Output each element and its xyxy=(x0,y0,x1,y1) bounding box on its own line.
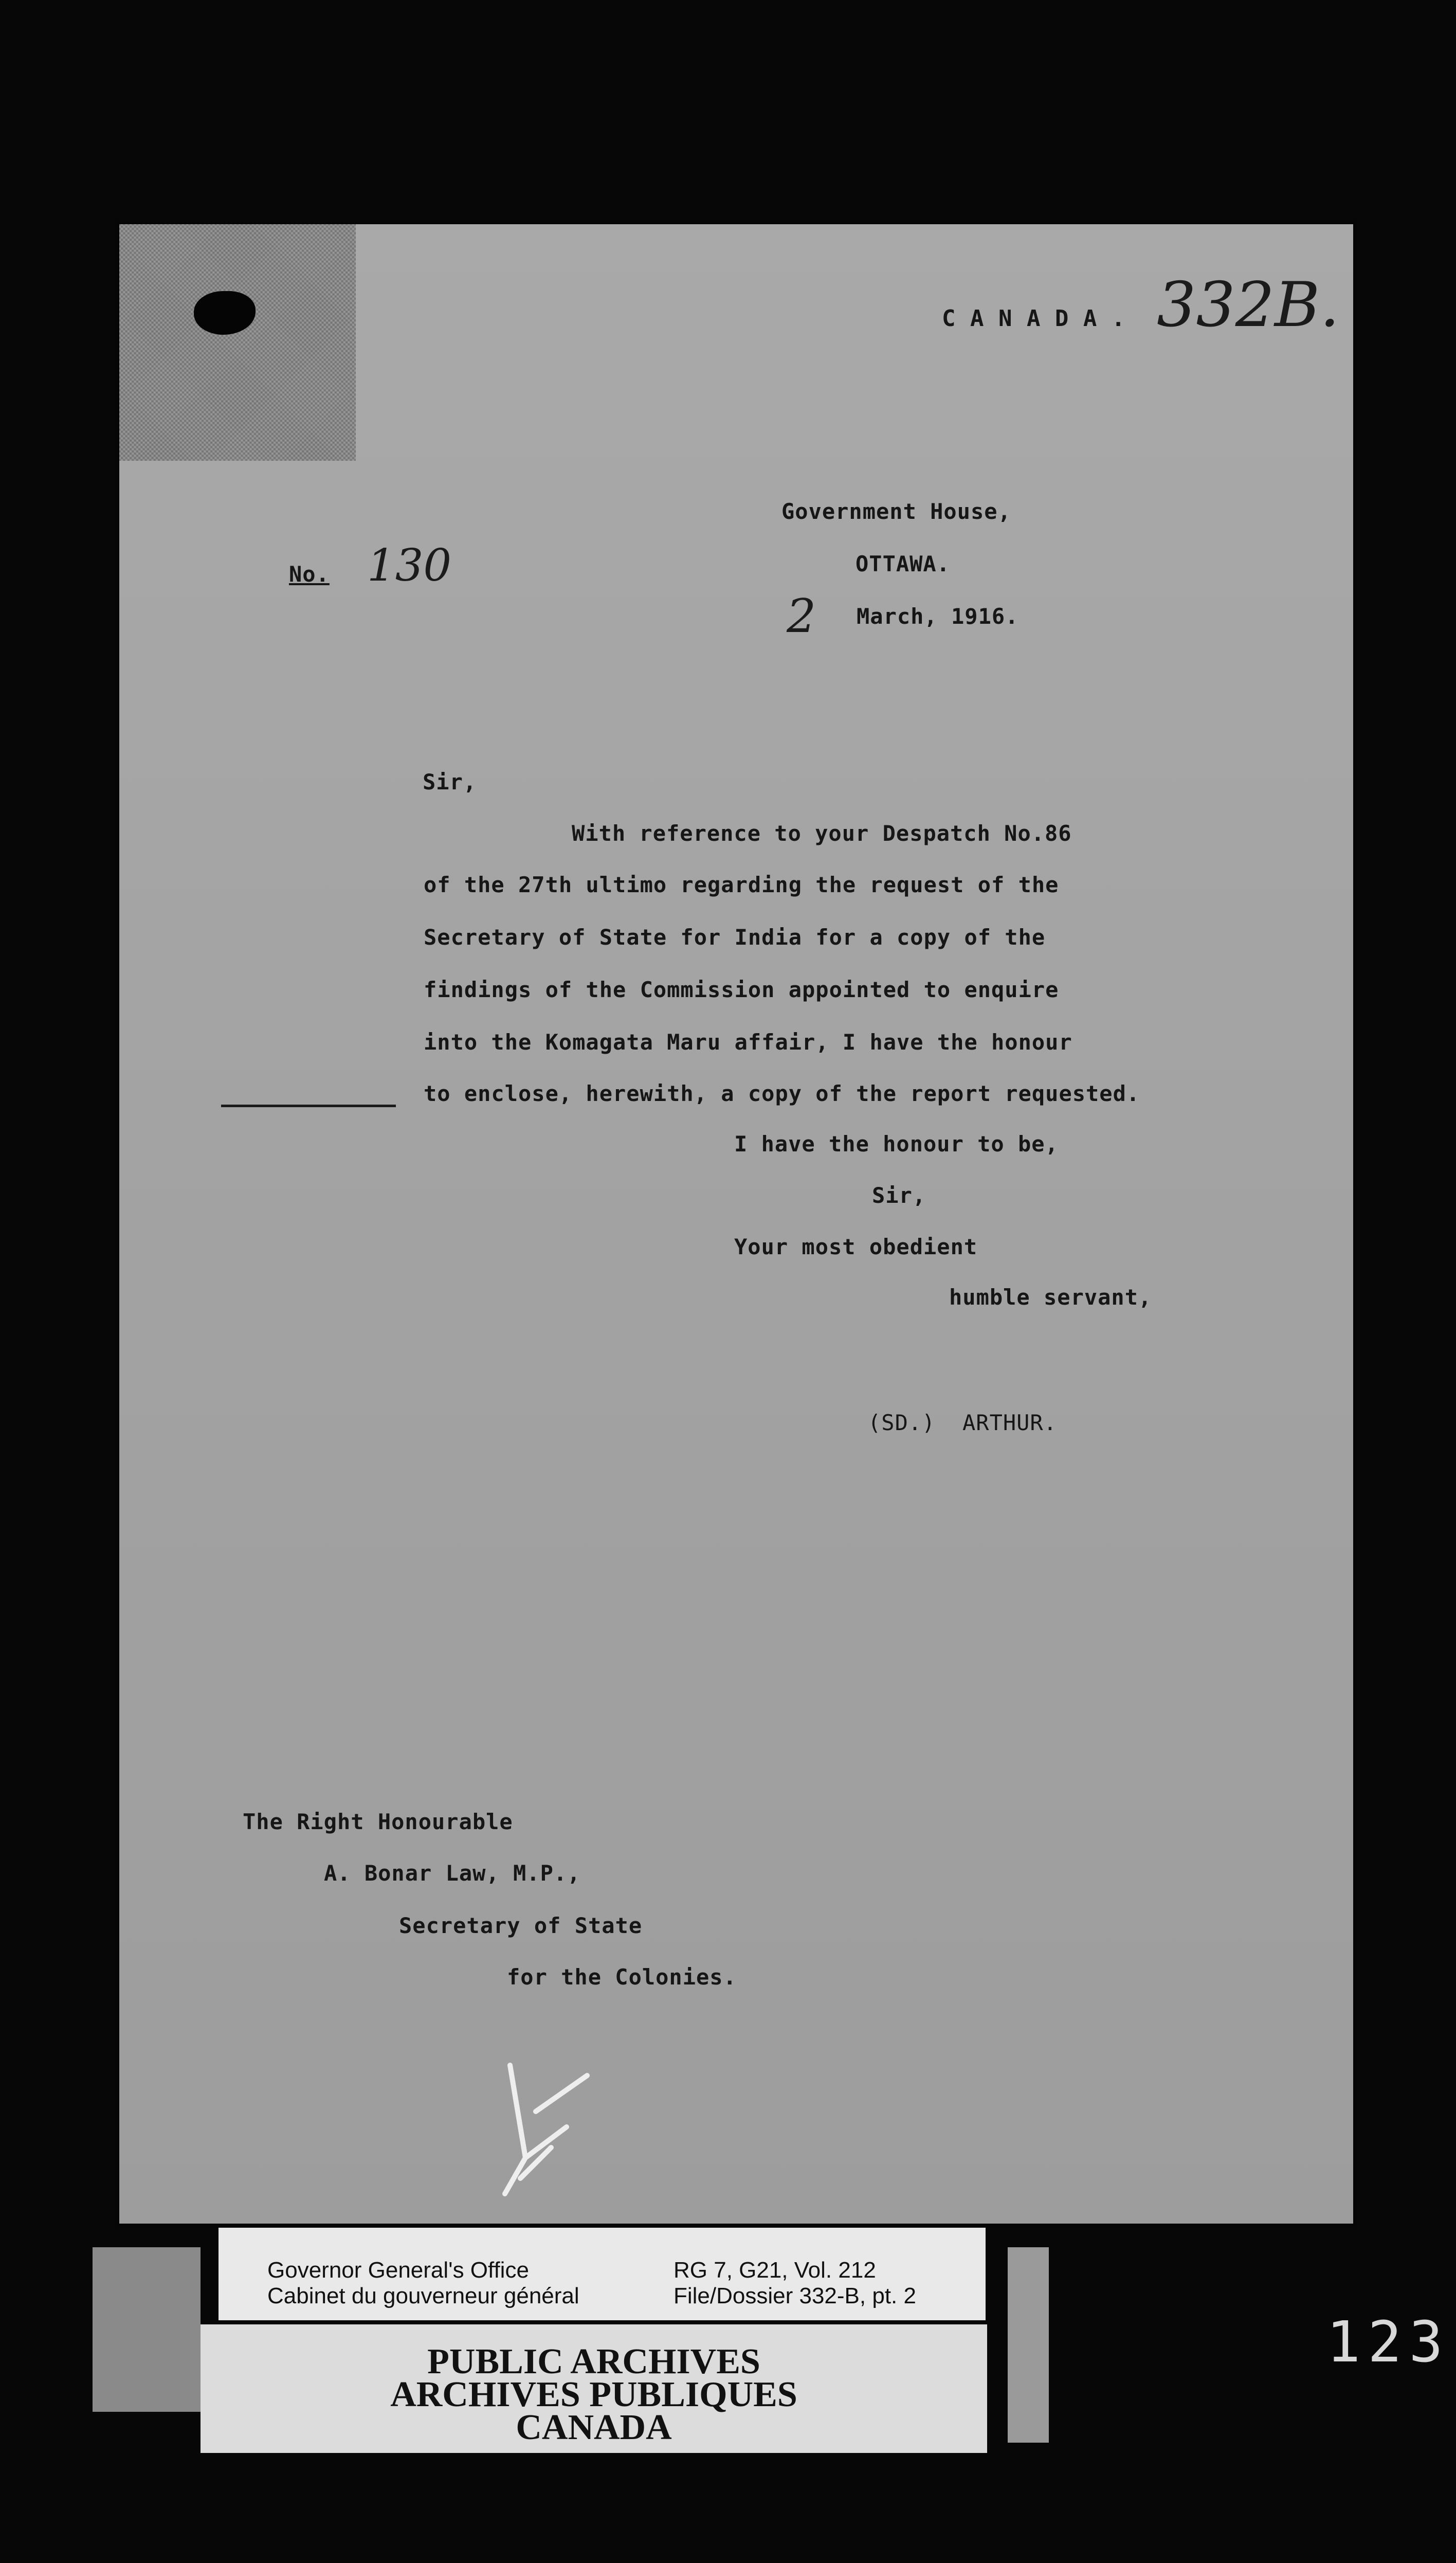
recipient-line-1: The Right Honourable xyxy=(243,1809,513,1834)
body-line-2: of the 27th ultimo regarding the request of the xyxy=(424,872,1059,897)
closing-line-1: I have the honour to be, xyxy=(734,1131,1059,1157)
recipient-line-4: for the Colonies. xyxy=(507,1964,737,1990)
letter-page xyxy=(119,224,1353,2224)
record-group-reference: RG 7, G21, Vol. 212 xyxy=(674,2258,876,2283)
office-english: Governor General's Office xyxy=(267,2258,529,2283)
recipient-line-3: Secretary of State xyxy=(399,1913,643,1938)
handwritten-initials-mark xyxy=(489,2055,623,2199)
address-line-1: Government House, xyxy=(781,499,1011,524)
archive-line-2: ARCHIVES PUBLIQUES xyxy=(390,2375,797,2414)
left-edge-block xyxy=(93,2247,201,2412)
header-country: C A N A D A . xyxy=(942,305,1126,332)
margin-rule xyxy=(221,1105,396,1107)
body-line-6: to enclose, herewith, a copy of the report requested. xyxy=(424,1081,1140,1106)
archive-reference-label xyxy=(219,2228,986,2320)
office-french: Cabinet du gouverneur général xyxy=(267,2283,579,2308)
body-line-3: Secretary of State for India for a copy of the xyxy=(424,925,1046,950)
file-number: 332B. xyxy=(1157,269,1340,341)
body-line-5: into the Komagata Maru affair, I have the honour xyxy=(424,1030,1072,1055)
file-reference: File/Dossier 332-B, pt. 2 xyxy=(674,2283,916,2308)
archive-line-3: CANADA xyxy=(516,2408,672,2447)
closing-line-4: humble servant, xyxy=(949,1285,1152,1310)
dispatch-label: No. xyxy=(289,562,330,587)
body-line-1: With reference to your Despatch No.86 xyxy=(572,821,1072,846)
recipient-line-2: A. Bonar Law, M.P., xyxy=(324,1861,581,1886)
dispatch-number: 130 xyxy=(367,540,452,591)
punch-hole xyxy=(194,291,256,335)
date-rest: March, 1916. xyxy=(857,604,1019,629)
archives-stamp xyxy=(201,2324,987,2453)
closing-line-3: Your most obedient xyxy=(734,1234,978,1259)
mounting-patch xyxy=(119,224,356,461)
right-edge-block xyxy=(1008,2247,1049,2443)
signature: (SD.) ARTHUR. xyxy=(868,1410,1058,1435)
frame-number: 123 xyxy=(1326,2309,1450,2375)
closing-line-2: Sir, xyxy=(872,1183,926,1208)
date-day: 2 xyxy=(787,589,816,643)
address-line-2: OTTAWA. xyxy=(856,551,951,576)
salutation: Sir, xyxy=(423,769,477,795)
archive-line-1: PUBLIC ARCHIVES xyxy=(427,2342,760,2381)
body-line-4: findings of the Commission appointed to enquire xyxy=(424,977,1059,1002)
